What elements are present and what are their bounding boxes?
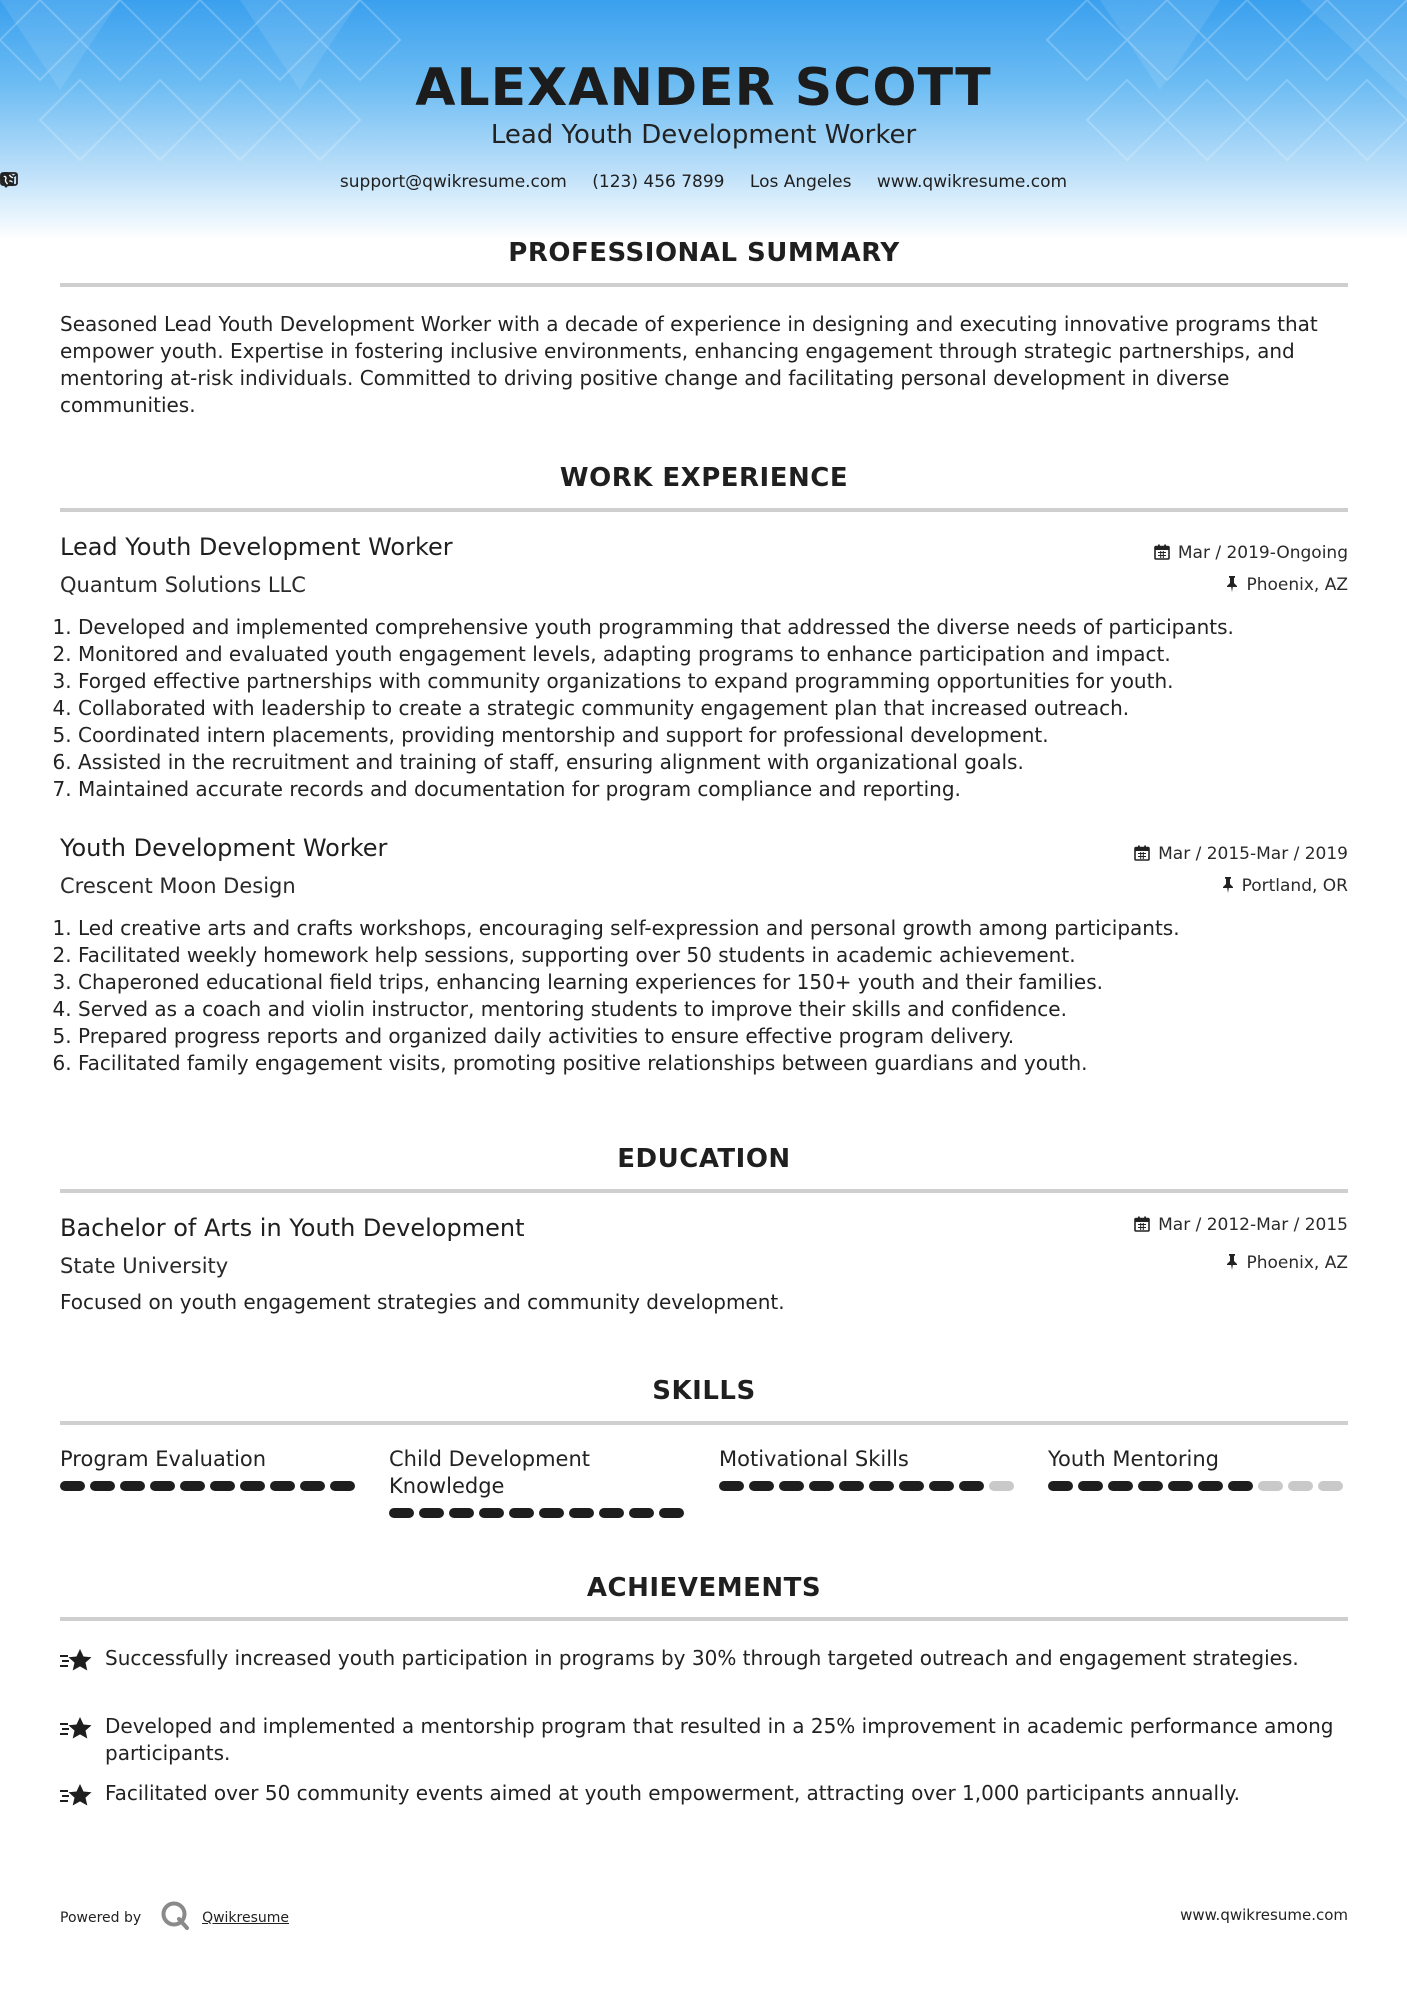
skill-segment-empty: [1258, 1481, 1283, 1491]
skill-segment-filled: [180, 1481, 205, 1491]
contact-location-text: Los Angeles: [749, 172, 852, 192]
skill-segment-filled: [1168, 1481, 1193, 1491]
footer-powered-by: [60, 1900, 289, 1930]
achievement-item: [60, 1713, 1348, 1769]
skill-segment-filled: [330, 1481, 355, 1491]
skill-segment-filled: [419, 1508, 444, 1518]
skill-segment-empty: [989, 1481, 1014, 1491]
achievement-text: Developed and implemented a mentorship program that resulted in a 25% improvement in academic performance among participants.: [105, 1714, 1334, 1765]
pushpin-icon: [1226, 576, 1238, 592]
job-2-dates-text: Mar / 2015-Mar / 2019: [1158, 844, 1348, 864]
achievement-text: Successfully increased youth participation in programs by 30% through targeted outreach and engagement strategies.: [105, 1646, 1299, 1670]
pushpin-icon: [1226, 1254, 1238, 1270]
qwikresume-logo-icon: [160, 1900, 190, 1930]
achievement-item: [60, 1645, 1348, 1701]
list-item: 1. Developed and implemented comprehensive youth programming that addressed the diverse needs of participants.: [78, 614, 1378, 641]
education-dates: [1134, 1215, 1348, 1235]
summary-divider: [60, 283, 1348, 287]
skill-segment-filled: [120, 1481, 145, 1491]
contact-website[interactable]: [877, 172, 1067, 192]
skill-rating-bar: [719, 1481, 1019, 1491]
skill-segment-filled: [539, 1508, 564, 1518]
job-1-location: [1226, 575, 1348, 595]
skill-segment-empty: [1288, 1481, 1313, 1491]
list-item: 6. Facilitated family engagement visits, promoting positive relationships between guardians and youth.: [78, 1050, 1378, 1077]
skill-segment-filled: [1138, 1481, 1163, 1491]
education-location: [1226, 1253, 1348, 1273]
list-item: 3. Forged effective partnerships with community organizations to expand programming opportunities for youth.: [78, 668, 1378, 695]
list-item: 4. Collaborated with leadership to create a strategic community engagement plan that increased outreach.: [78, 695, 1378, 722]
skill-rating-bar: [1048, 1481, 1348, 1491]
skill-label: Program Evaluation: [60, 1447, 267, 1471]
skill-segment-filled: [659, 1508, 684, 1518]
list-item: 3. Chaperoned educational field trips, enhancing learning experiences for 150+ youth and their families.: [78, 969, 1378, 996]
skill-segment-filled: [1228, 1481, 1253, 1491]
calendar-icon: [1134, 1216, 1150, 1232]
achievement-item: [60, 1780, 1348, 1810]
education-dates-text: Mar / 2012-Mar / 2015: [1158, 1215, 1348, 1235]
achievements-divider: [60, 1617, 1348, 1621]
skill-segment-filled: [839, 1481, 864, 1491]
skill-segment-filled: [270, 1481, 295, 1491]
job-2-location-text: Portland, OR: [1241, 876, 1348, 896]
skill-segment-filled: [1198, 1481, 1223, 1491]
achievement-text: Facilitated over 50 community events aimed at youth empowerment, attracting over 1,000 participants annually.: [105, 1781, 1241, 1805]
job-1-title: Lead Youth Development Worker: [60, 533, 453, 561]
skill-program-evaluation: [60, 1446, 360, 1491]
skill-label: Youth Mentoring: [1048, 1447, 1219, 1471]
star-award-icon: [60, 1715, 94, 1743]
footer-website[interactable]: www.qwikresume.com: [1180, 1906, 1348, 1924]
job-1-company: Quantum Solutions LLC: [60, 573, 306, 597]
skill-segment-filled: [60, 1481, 85, 1491]
powered-by-label: Powered by: [60, 1910, 142, 1926]
skill-segment-filled: [599, 1508, 624, 1518]
skill-segment-filled: [629, 1508, 654, 1518]
calendar-icon: [1154, 544, 1170, 560]
education-divider: [60, 1189, 1348, 1193]
contact-phone[interactable]: [592, 172, 724, 192]
summary-heading: PROFESSIONAL SUMMARY: [508, 238, 900, 268]
candidate-title: Lead Youth Development Worker: [490, 120, 917, 150]
skill-segment-filled: [449, 1508, 474, 1518]
skill-segment-filled: [959, 1481, 984, 1491]
experience-heading: WORK EXPERIENCE: [559, 463, 849, 493]
star-award-icon: [60, 1782, 94, 1810]
skill-segment-filled: [1048, 1481, 1073, 1491]
skill-segment-filled: [389, 1508, 414, 1518]
skill-segment-filled: [1108, 1481, 1133, 1491]
calendar-icon: [1134, 845, 1150, 861]
skill-segment-filled: [1078, 1481, 1103, 1491]
skill-segment-filled: [929, 1481, 954, 1491]
education-description: Focused on youth engagement strategies and community development.: [60, 1290, 785, 1314]
skill-label: Child Development Knowledge: [389, 1447, 591, 1498]
contact-bar: [0, 172, 1407, 192]
contact-email[interactable]: [340, 172, 567, 192]
experience-divider: [60, 508, 1348, 512]
star-award-icon: [60, 1647, 94, 1675]
job-1-dates-text: Mar / 2019-Ongoing: [1177, 543, 1348, 563]
job-2-dates: [1134, 844, 1348, 864]
skill-rating-bar: [60, 1481, 360, 1491]
list-item: 7. Maintained accurate records and documentation for program compliance and reporting.: [78, 776, 1378, 803]
list-item: 1. Led creative arts and crafts workshops, encouraging self-expression and personal growth among participants.: [78, 915, 1378, 942]
contact-location: [750, 172, 852, 192]
qwikresume-link[interactable]: Qwikresume: [202, 1910, 290, 1926]
list-item: 2. Monitored and evaluated youth engagement levels, adapting programs to enhance participation and impact.: [78, 641, 1378, 668]
skill-rating-bar: [389, 1508, 689, 1518]
summary-text: Seasoned Lead Youth Development Worker with a decade of experience in designing and executing innovative programs that empower youth. Expertise in fostering inclusive environments, enhancing engagement through strategic partnerships, and mentoring at-risk individuals. Committed to driving positive change and facilitating personal development in diverse communities.: [60, 312, 1318, 417]
skill-label: Motivational Skills: [719, 1447, 909, 1471]
list-item: 4. Served as a coach and violin instructor, mentoring students to improve their skills and confidence.: [78, 996, 1378, 1023]
skill-segment-filled: [569, 1508, 594, 1518]
skill-motivational: [719, 1446, 1019, 1491]
header-banner: [0, 0, 1407, 240]
skill-child-development: [389, 1446, 689, 1518]
skill-segment-filled: [869, 1481, 894, 1491]
skills-heading: SKILLS: [652, 1376, 756, 1406]
skill-segment-filled: [150, 1481, 175, 1491]
list-item: 5. Coordinated intern placements, providing mentorship and support for professional development.: [78, 722, 1378, 749]
education-heading: EDUCATION: [617, 1144, 791, 1174]
candidate-name: ALEXANDER SCOTT: [415, 58, 992, 118]
job-2-title: Youth Development Worker: [60, 834, 388, 862]
skill-segment-empty: [1318, 1481, 1343, 1491]
contact-phone-text: (123) 456 7899: [592, 172, 725, 192]
pushpin-icon: [1222, 877, 1234, 893]
skill-segment-filled: [749, 1481, 774, 1491]
skill-youth-mentoring: [1048, 1446, 1348, 1491]
skill-segment-filled: [719, 1481, 744, 1491]
list-item: 6. Assisted in the recruitment and training of staff, ensuring alignment with organizational goals.: [78, 749, 1378, 776]
job-2-company: Crescent Moon Design: [60, 874, 296, 898]
education-school: State University: [60, 1254, 229, 1278]
skills-divider: [60, 1421, 1348, 1425]
job-2-responsibilities: [60, 915, 1378, 1077]
skill-segment-filled: [899, 1481, 924, 1491]
skill-segment-filled: [210, 1481, 235, 1491]
contact-email-text: support@qwikresume.com: [339, 172, 567, 192]
skill-segment-filled: [300, 1481, 325, 1491]
skill-segment-filled: [779, 1481, 804, 1491]
skill-segment-filled: [809, 1481, 834, 1491]
contact-website-text: www.qwikresume.com: [876, 172, 1068, 192]
list-item: 5. Prepared progress reports and organized daily activities to ensure effective program delivery.: [78, 1023, 1378, 1050]
education-degree: Bachelor of Arts in Youth Development: [60, 1214, 525, 1242]
job-1-responsibilities: [60, 614, 1378, 803]
skill-segment-filled: [240, 1481, 265, 1491]
skill-segment-filled: [90, 1481, 115, 1491]
globe-icon: [0, 172, 15, 187]
education-location-text: Phoenix, AZ: [1246, 1253, 1348, 1273]
list-item: 2. Facilitated weekly homework help sessions, supporting over 50 students in academic achievement.: [78, 942, 1378, 969]
job-2-location: [1222, 876, 1348, 896]
job-1-location-text: Phoenix, AZ: [1246, 575, 1348, 595]
skill-segment-filled: [479, 1508, 504, 1518]
job-1-dates: [1154, 543, 1348, 563]
achievements-heading: ACHIEVEMENTS: [586, 1573, 822, 1603]
skill-segment-filled: [509, 1508, 534, 1518]
